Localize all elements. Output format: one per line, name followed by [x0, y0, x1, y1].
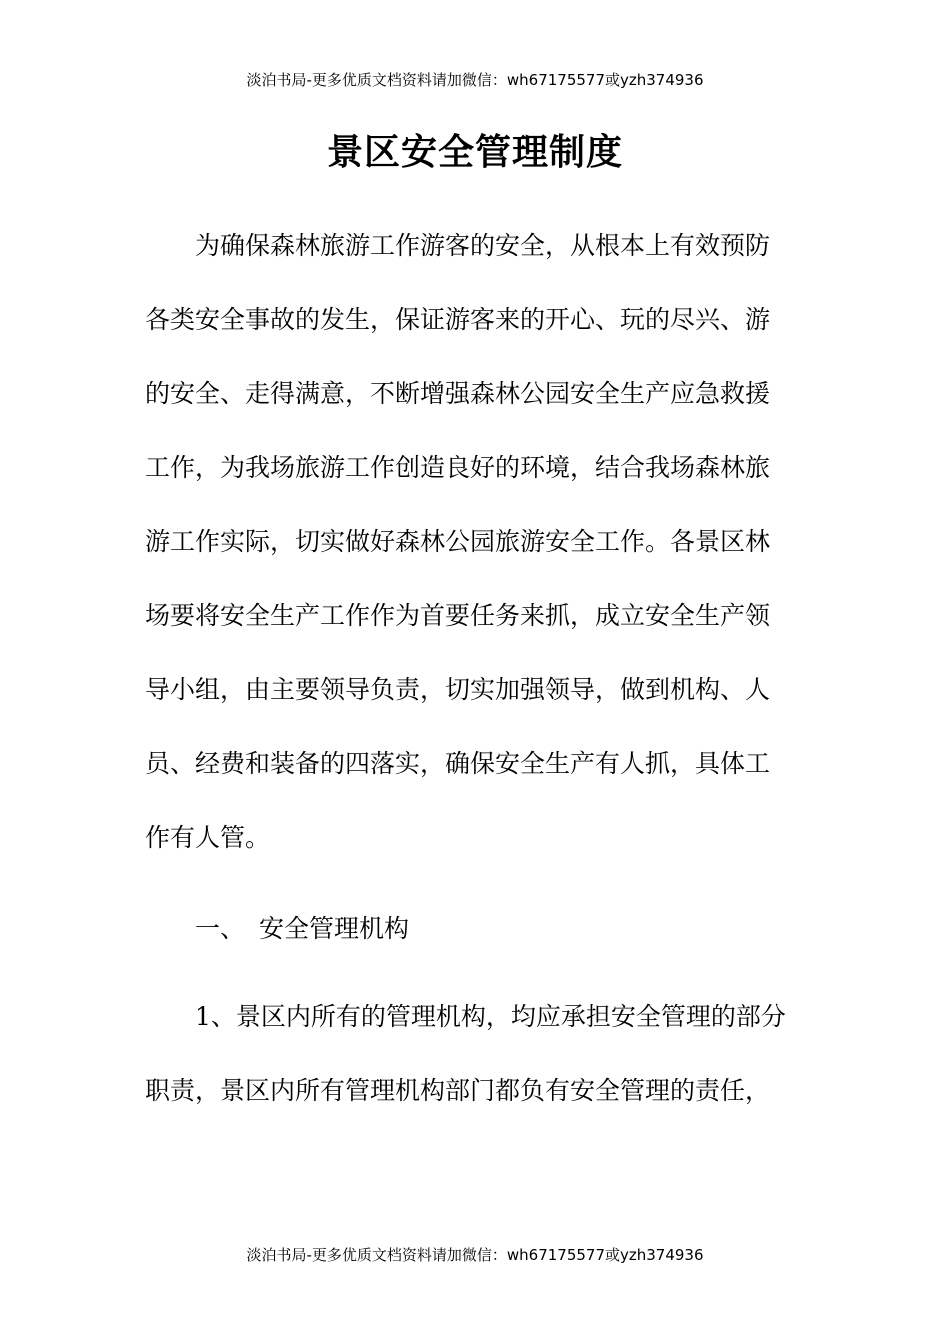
text-line: 的安全、走得满意，不断增强森林公园安全生产应急救援: [145, 379, 771, 408]
paragraph-section1-item1: [145, 980, 805, 1128]
text-line: 员、经费和装备的四落实，确保安全生产有人抓，具体工: [145, 749, 771, 778]
text-line: 导小组，由主要领导负责，切实加强领导，做到机构、人: [145, 675, 771, 704]
text-line: 场要将安全生产工作作为首要任务来抓，成立安全生产领: [145, 601, 771, 630]
text-line: 游工作实际，切实做好森林公园旅游安全工作。各景区林: [145, 527, 771, 556]
footer-watermark-note: 淡泊书局-更多优质文档资料请加微信：wh67175577或yzh374936: [246, 1246, 704, 1264]
text-line: 作有人管。: [145, 823, 271, 852]
text-line: 为确保森林旅游工作游客的安全，从根本上有效预防: [195, 231, 771, 260]
header-watermark-note: 淡泊书局-更多优质文档资料请加微信：wh67175577或yzh374936: [246, 71, 704, 89]
text-line: 各类安全事故的发生，保证游客来的开心、玩的尽兴、游: [145, 305, 771, 334]
document-title: 景区安全管理制度: [326, 132, 623, 173]
text-line: 职责，景区内所有管理机构部门都负有安全管理的责任，: [145, 1076, 771, 1105]
section-heading-line: [145, 892, 805, 966]
section-title: 安全管理机构: [259, 914, 410, 943]
section-heading: [145, 892, 805, 966]
text-line: 工作，为我场旅游工作创造良好的环境，结合我场森林旅: [145, 453, 771, 482]
text-line: 1、景区内所有的管理机构，均应承担安全管理的部分: [195, 1002, 786, 1031]
paragraph-intro: [145, 209, 805, 875]
section-number: 一、: [195, 914, 246, 943]
